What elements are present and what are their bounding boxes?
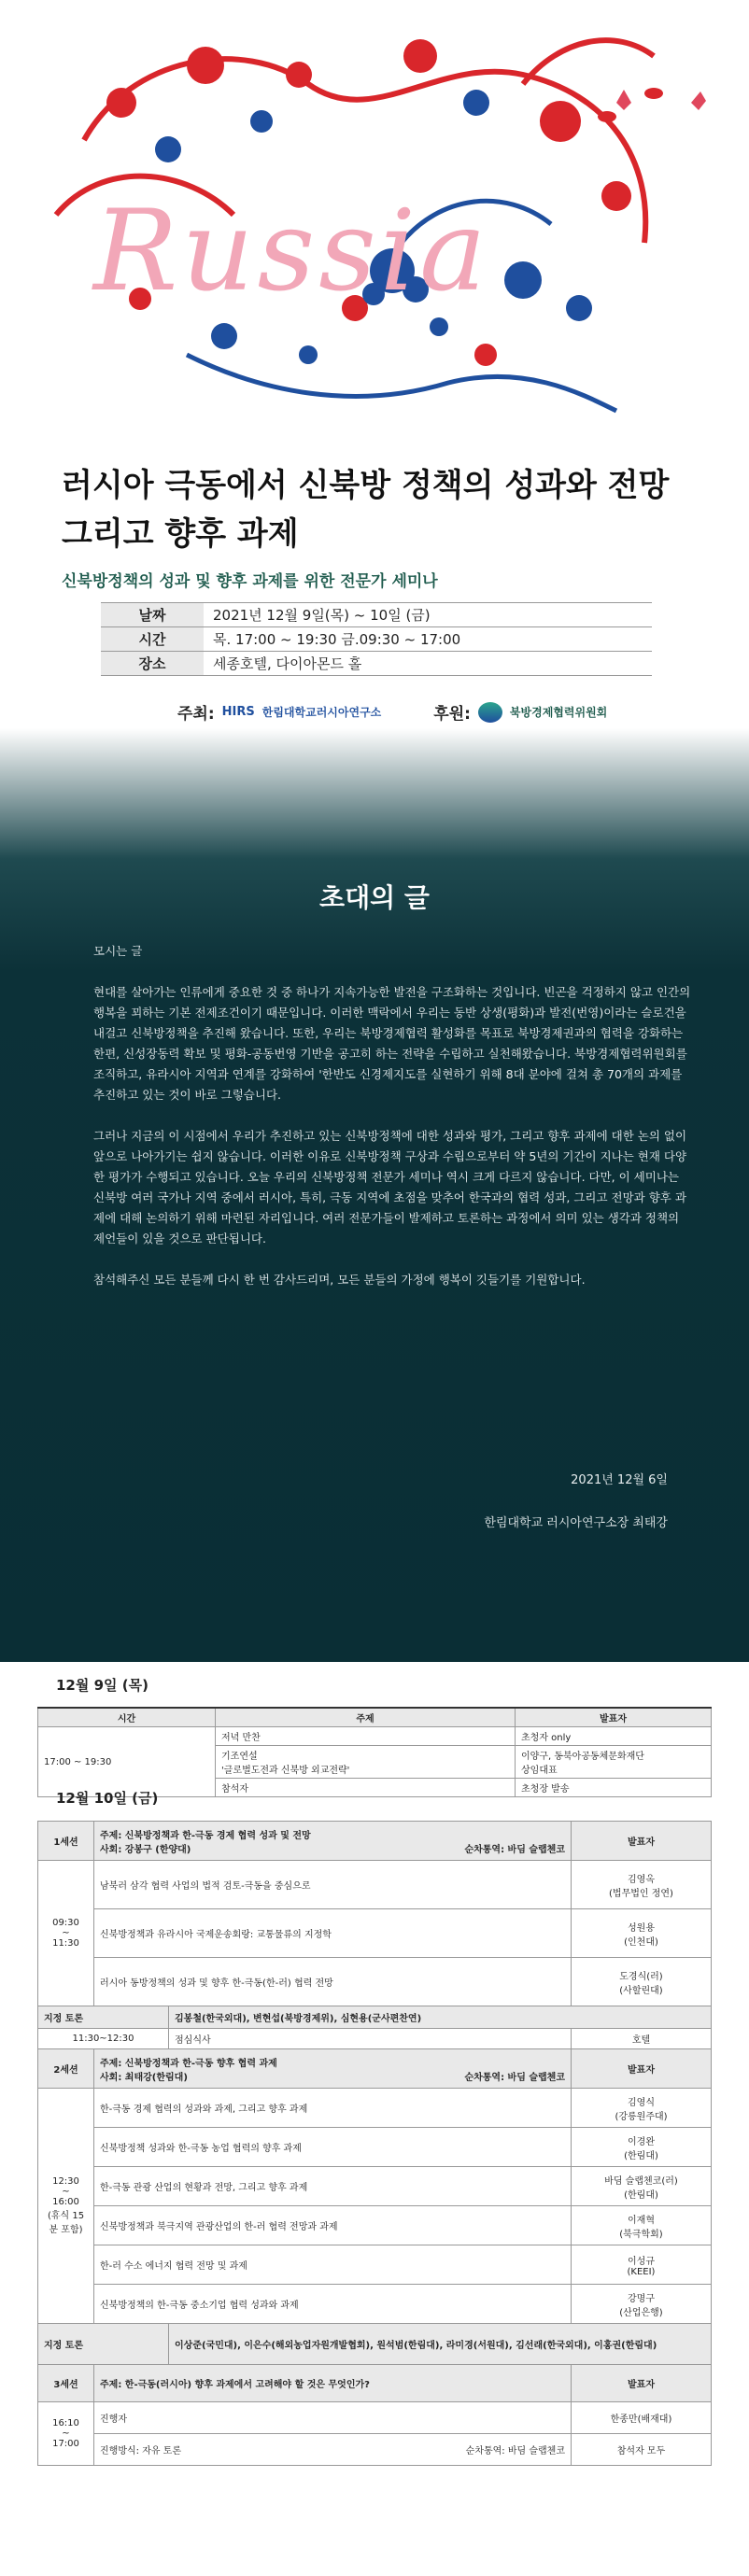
schedule-section	[0, 1662, 749, 2576]
session-talk: 진행방식: 자유 토론	[100, 2446, 182, 2456]
discussion-panel: 이상준(국민대), 이은수(해외농업자원개발협회), 원석범(한림대), 라미경(서원대), 김선래(한국외대), 이홍권(한림대)	[169, 2324, 712, 2365]
event-info-table	[101, 602, 652, 676]
venue-label: 장소	[101, 652, 204, 676]
hosts-row	[177, 700, 607, 724]
session-presenter: 도경식(러) (사할린대)	[572, 1958, 712, 2006]
poster-header	[0, 0, 749, 728]
sponsor-name: 북방경제협력위원회	[509, 706, 608, 719]
session-talk: 한-극동 경제 협력의 성과와 과제, 그리고 향후 과제	[94, 2089, 572, 2128]
day1-presenter: 초청자 only	[516, 1727, 712, 1746]
session-presenter: 김영식 (강릉원주대)	[572, 2089, 712, 2128]
day1-topic: 기조연설 '글로벌도전과 신북방 외교전략'	[216, 1746, 516, 1779]
title-line-2: 그리고 향후 과제	[62, 515, 299, 553]
hirs-logo: HIRS	[221, 705, 255, 719]
col-time: 시간	[38, 1708, 216, 1727]
lunch-time: 11:30~12:30	[38, 2029, 169, 2049]
session-talk: 남북러 삼각 협력 사업의 법적 검토-극동을 중심으로	[94, 1861, 572, 1909]
session3-topic: 주제: 한-극동(러시아) 향후 과제에서 고려해야 할 것은 무엇인가?	[94, 2365, 572, 2402]
day1-presenter: 초청장 발송	[516, 1779, 712, 1797]
discussion-label: 지정 토론	[38, 2324, 169, 2365]
session-talk: 신북방정책과 유라시아 국제운송회랑: 교통물류의 지정학	[94, 1909, 572, 1958]
session-presenter: 이경완 (한림대)	[572, 2128, 712, 2167]
day1-topic: 저녁 만찬	[216, 1727, 516, 1746]
session3-interp: 순차통역: 바딤 슬랩첸코	[465, 2446, 565, 2456]
floral-hero-illustration	[0, 0, 749, 448]
session1-chair: 사회: 강봉구 (한양대)	[100, 1844, 191, 1855]
session-talk: 신북방정책의 한-극동 중소기업 협력 성과와 과제	[94, 2285, 572, 2324]
session-presenter: 이재혁 (북극학회)	[572, 2206, 712, 2245]
time-label: 시간	[101, 627, 204, 652]
session-talk: 신북방정책 성과와 한-극동 농업 협력의 향후 과제	[94, 2128, 572, 2167]
date-value: 2021년 12월 9일(목) ~ 10일 (금)	[204, 603, 652, 627]
col-topic: 주제	[216, 1708, 516, 1727]
invitation-signature: 한림대학교 러시아연구소장 최태강	[484, 1516, 668, 1530]
session2-time: 12:30 ~ 16:00 (휴식 15분 포함)	[38, 2089, 94, 2324]
session1-topic: 주제: 신북방정책과 한-극동 경제 협력 성과 및 전망	[100, 1830, 311, 1841]
day1-time: 17:00 ~ 19:30	[38, 1727, 216, 1797]
session2-topic: 주제: 신북방정책과 한-극동 향후 협력 과제	[100, 2058, 277, 2069]
session-presenter: 바딤 슬랩첸코(러) (한림대)	[572, 2167, 712, 2206]
session3-label: 3세션	[38, 2365, 94, 2402]
invitation-title: 초대의 글	[319, 882, 430, 913]
discussion-label: 지정 토론	[38, 2006, 169, 2029]
session-talk: 한-러 수소 에너지 협력 전망 및 과제	[94, 2245, 572, 2285]
page-subtitle: 신북방정책의 성과 및 향후 과제를 위한 전문가 세미나	[62, 572, 438, 591]
session-talk: 진행자	[94, 2402, 572, 2434]
russia-wordmark: Russia	[93, 187, 490, 317]
page-title	[62, 461, 669, 558]
session-talk: 러시아 동방정책의 성과 및 향후 한-극동(한-러) 협력 전망	[94, 1958, 572, 2006]
session1-label: 1세션	[38, 1822, 94, 1861]
sponsor-logo-icon	[478, 702, 502, 723]
organizer-label: 주최:	[177, 705, 215, 724]
time-value: 목. 17:00 ~ 19:30 금.09:30 ~ 17:00	[204, 627, 652, 652]
sponsor-label: 후원:	[433, 705, 471, 724]
invitation-date: 2021년 12월 6일	[571, 1473, 668, 1487]
venue-value: 세종호텔, 다이아몬드 홀	[204, 652, 652, 676]
day2-table	[37, 1821, 712, 2466]
session-presenter: 참석자 모두	[572, 2434, 712, 2466]
session1-time: 09:30 ~ 11:30	[38, 1861, 94, 2006]
session2-chair: 사회: 최태강(한림대)	[100, 2072, 188, 2083]
day2-heading: 12월 10일 (금)	[56, 1790, 159, 1807]
presenter-header: 발표자	[572, 2365, 712, 2402]
lunch-place: 호텔	[572, 2029, 712, 2049]
paragraph-1: 현대를 살아가는 인류에게 중요한 것 중 하나가 지속가능한 발전을 구조화하는 것입니다. 빈곤을 걱정하지 않고 인간의 행복을 꾀하는 기본 전제조건이기 때문입니다. 이러한 맥락에서 우리는 동반 상생(평화)과 발전(번영)이라는 슬로건을 내걸고 신북방정책을 추진해 왔습니다. 또한, 우리는 북방경제협력 활성화를 목표로 북방경제권과의 협력을 강화하는 한편, 신성장동력 확보 및 평화-공동번영 기반을 공고히 하는 전략을 수립하고 실천해왔습니다. 북방경제협력위원회를 조직하고, 유라시아 지역과 연계를 강화하여 '한반도 신경제지도를 실현하기 위해 8대 분야에 걸쳐 총 70개의 과제를 추진하고 있는 것이 바로 그렇습니다.	[93, 985, 691, 1102]
session-presenter: 강명구 (산업은행)	[572, 2285, 712, 2324]
organizer-name: 한림대학교러시아연구소	[261, 706, 382, 719]
col-presenter: 발표자	[516, 1708, 712, 1727]
invitation-body	[93, 941, 691, 1311]
day1-topic: 참석자	[216, 1779, 516, 1797]
session-presenter: 성원용 (인천대)	[572, 1909, 712, 1958]
day1-heading: 12월 9일 (목)	[56, 1677, 148, 1694]
discussion-panel: 김봉철(한국외대), 변현섭(북방경제위), 심현용(군사편찬연)	[169, 2006, 712, 2029]
greeting: 모시는 글	[93, 944, 143, 958]
paragraph-2: 그러나 지금의 이 시점에서 우리가 추진하고 있는 신북방정책에 대한 성과와 평가, 그리고 향후 과제에 대한 논의 없이 앞으로 나아가기는 쉽지 않습니다. 이러한 이유로 신북방정책 구상과 수립으로부터 약 5년의 기간이 지나는 현재 다양한 평가가 수행되고 있습니다. 오늘 우리의 신북방정책 전문가 세미나 역시 크게 다르지 않습니다. 다만, 이 세미나는 신북방 여러 국가나 지역 중에서 러시아, 특히, 극동 지역에 초점을 맞추어 한국과의 협력 성과, 그리고 전망과 향후 과제에 대해 논의하기 위해 마련된 자리입니다. 여러 전문가들이 발제하고 토론하는 과정에서 의미 있는 생각과 정책의 제언들이 있을 것으로 판단됩니다.	[93, 1129, 687, 1246]
presenter-header: 발표자	[572, 1822, 712, 1861]
session-talk: 한-극동 관광 산업의 현황과 전망, 그리고 향후 과제	[94, 2167, 572, 2206]
session-presenter: 한종만(배재대)	[572, 2402, 712, 2434]
session-presenter: 김영옥 (법무법인 정연)	[572, 1861, 712, 1909]
day1-presenter: 이양구, 동북아공동체문화재단 상임대표	[516, 1746, 712, 1779]
day1-table	[37, 1707, 712, 1797]
title-line-1: 러시아 극동에서 신북방 정책의 성과와 전망	[62, 467, 670, 504]
session-presenter: 이성규 (KEEI)	[572, 2245, 712, 2285]
paragraph-3: 참석해주신 모든 분들께 다시 한 번 감사드리며, 모든 분들의 가정에 행복이 깃들기를 기원합니다.	[93, 1273, 586, 1287]
presenter-header: 발표자	[572, 2049, 712, 2089]
invitation-section	[0, 728, 749, 1662]
date-label: 날짜	[101, 603, 204, 627]
session3-time: 16:10 ~ 17:00	[38, 2402, 94, 2466]
session-talk: 신북방정책과 북극지역 관광산업의 한-러 협력 전망과 과제	[94, 2206, 572, 2245]
session1-interp: 순차통역: 바딤 슬랩첸코	[464, 1844, 565, 1855]
session2-label: 2세션	[38, 2049, 94, 2089]
lunch-label: 점심식사	[169, 2029, 572, 2049]
session2-interp: 순차통역: 바딤 슬랩첸코	[464, 2072, 565, 2083]
